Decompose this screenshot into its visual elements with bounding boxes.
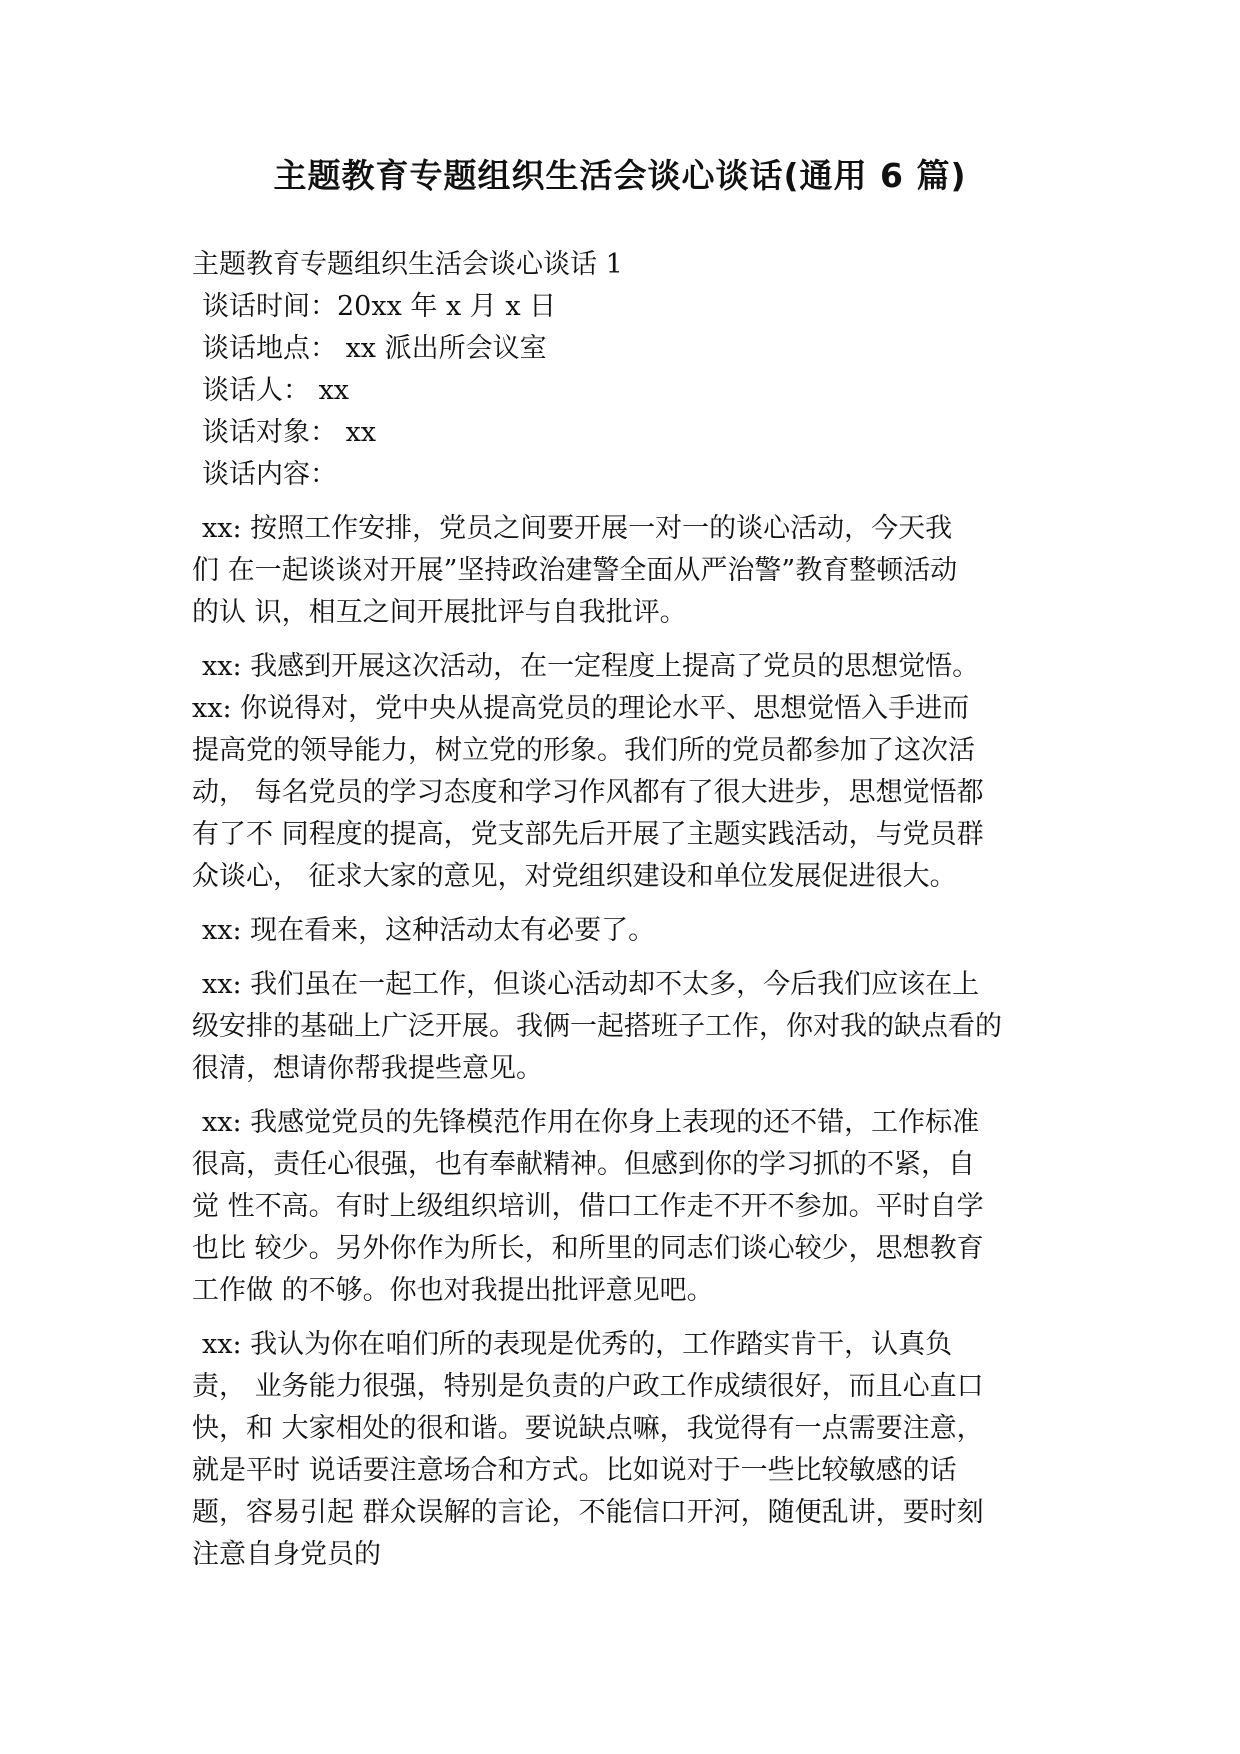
paragraph-line: xx: 你说得对，党中央从提高党员的理论水平、思想觉悟入手进而 [192,693,970,724]
dialogue-paragraph-6 [192,1102,1054,1312]
paragraph-line: 动， 每名党员的学习态度和学习作风都有了很大进步，思想觉悟都 [192,777,984,808]
meta-content-label: 谈话内容： [202,459,337,490]
paragraph-line: 很清，想请你帮我提些意见。 [192,1053,543,1084]
paragraph-line: xx: 按照工作安排，党员之间要开展一对一的谈心活动，今天我 [202,513,953,544]
paragraph-line: xx: 我认为你在咱们所的表现是优秀的，工作踏实肯干，认真负 [202,1329,953,1360]
dialogue-paragraph-3 [192,688,1054,898]
dialogue-paragraph-2 [192,646,1054,688]
meta-location: 谈话地点： xx 派出所会议室 [202,333,547,364]
paragraph-line: xx: 现在看来，这种活动太有必要了。 [202,915,656,946]
paragraph-line: xx: 我感觉党员的先锋模范作用在你身上表现的还不错，工作标准 [202,1107,980,1138]
paragraph-line: 责， 业务能力很强，特别是负责的户政工作成绩很好，而且心直口 [192,1371,984,1402]
paragraph-line: 的认 识，相互之间开展批评与自我批评。 [192,597,687,628]
paragraph-line: 题，容易引起 群众误解的言论，不能信口开河，随便乱讲，要时刻 [192,1497,984,1528]
paragraph-line: 就是平时 说话要注意场合和方式。比如说对于一些比较敏感的话 [192,1455,957,1486]
paragraph-line: xx: 我感到开展这次活动，在一定程度上提高了党员的思想觉悟。 [202,651,980,682]
paragraph-line: 注意自身党员的 [192,1539,381,1570]
paragraph-line: 众谈心， 征求大家的意见，对党组织建设和单位发展促进很大。 [192,861,957,892]
section-heading: 主题教育专题组织生活会谈心谈话 1 [192,249,623,280]
paragraph-line: 也比 较少。另外你作为所长，和所里的同志们谈心较少，思想教育 [192,1233,984,1264]
paragraph-line: 快，和 大家相处的很和谐。要说缺点嘛，我觉得有一点需要注意， [192,1413,984,1444]
paragraph-line: xx: 我们虽在一起工作，但谈心活动却不太多，今后我们应该在上 [202,969,980,1000]
paragraph-line: 级安排的基础上广泛开展。我俩一起搭班子工作，你对我的缺点看的 [192,1011,1002,1042]
paragraph-line: 很高，责任心很强，也有奉献精神。但感到你的学习抓的不紧，自 [192,1149,975,1180]
meta-time: 谈话时间：20xx 年 x 月 x 日 [202,291,557,322]
meta-speaker: 谈话人： xx [202,375,350,406]
dialogue-paragraph-1 [192,508,1054,634]
paragraph-line: 工作做 的不够。你也对我提出批评意见吧。 [192,1275,714,1306]
paragraph-line: 提高党的领导能力，树立党的形象。我们所的党员都参加了这次活 [192,735,975,766]
dialogue-paragraph-4 [192,910,1054,952]
document-title: 主题教育专题组织生活会谈心谈话(通用 6 篇) [273,156,967,195]
meta-subject: 谈话对象： xx [202,417,377,448]
dialogue-paragraph-7 [192,1324,1054,1576]
dialogue-paragraph-5 [192,964,1054,1090]
paragraph-line: 觉 性不高。有时上级组织培训，借口工作走不开不参加。平时自学 [192,1191,984,1222]
paragraph-line: 们 在一起谈谈对开展”坚持政治建警全面从严治警”教育整顿活动 [192,555,958,586]
paragraph-line: 有了不 同程度的提高，党支部先后开展了主题实践活动，与党员群 [192,819,984,850]
document-body [192,244,1054,1576]
